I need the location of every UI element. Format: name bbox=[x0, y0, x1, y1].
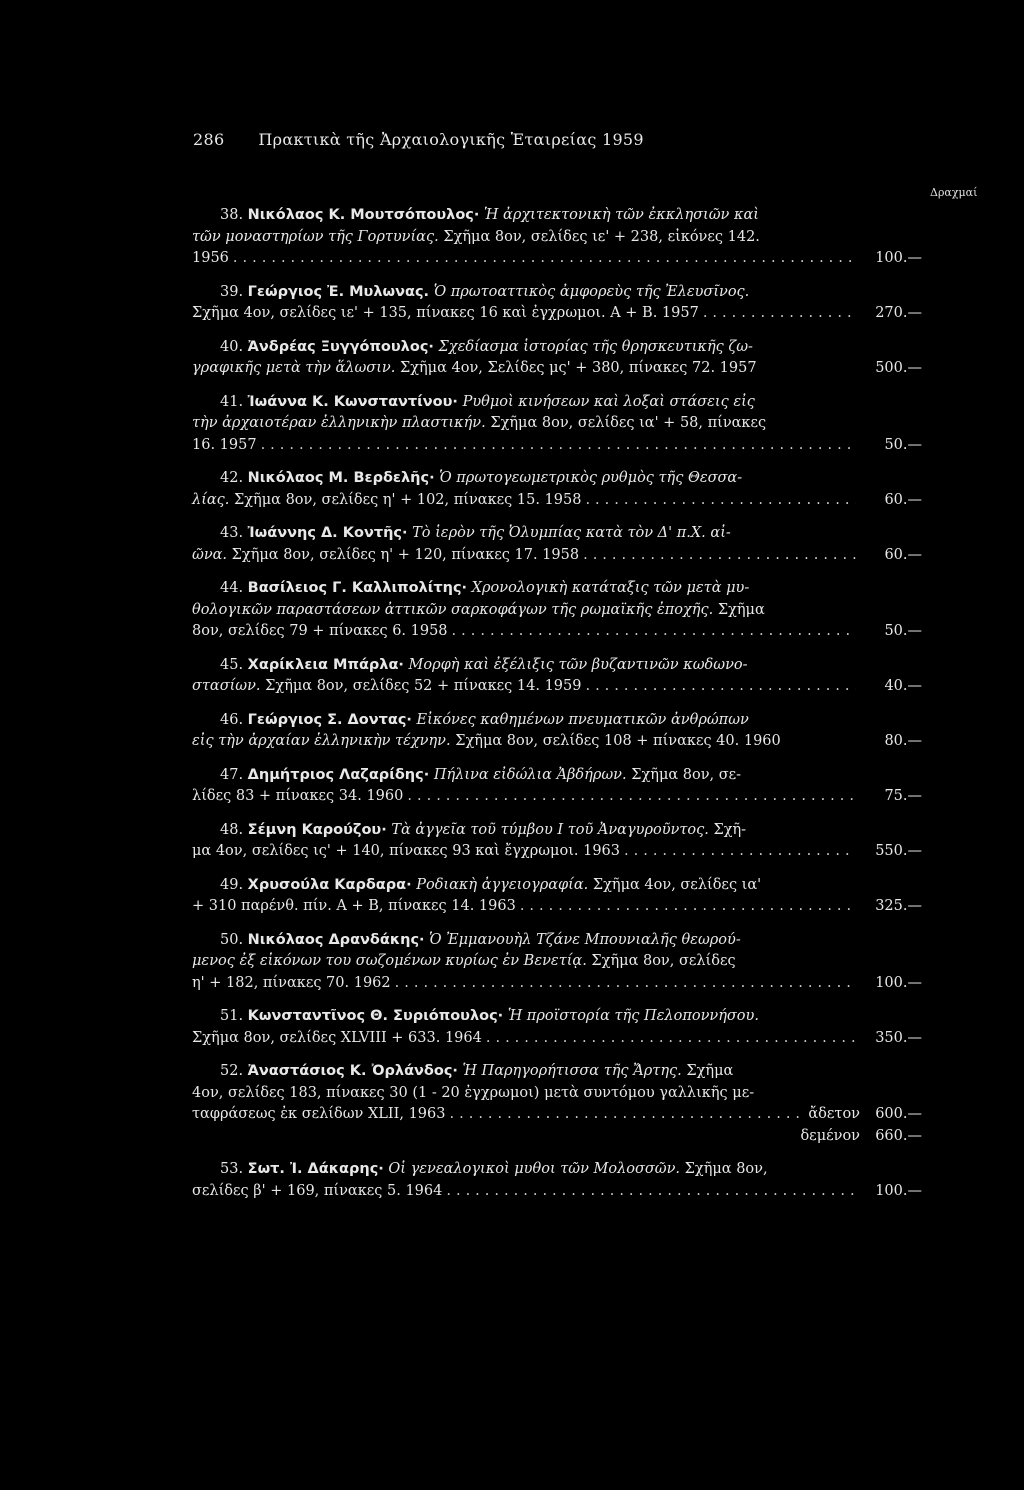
entry-number: 46. bbox=[220, 711, 244, 728]
author-name: Βασίλειος Γ. Καλλιπολίτης· bbox=[247, 580, 468, 596]
list-item-44 bbox=[192, 578, 922, 643]
page-number: 286 bbox=[193, 130, 225, 149]
book-description: Σχῆμα 8ον, σελίδες ια' + 58, πίνακες bbox=[490, 415, 767, 431]
book-title: Σχεδίασμα ἱστορίας τῆς θρησκευτικῆς ζω- bbox=[438, 338, 753, 355]
dot-leader bbox=[395, 973, 856, 995]
price: 60.— bbox=[884, 546, 922, 563]
dot-leader bbox=[585, 676, 856, 698]
dot-leader bbox=[486, 1028, 856, 1050]
price: 550.— bbox=[875, 843, 922, 859]
dot-leader bbox=[261, 435, 856, 457]
price: 325.— bbox=[875, 898, 922, 914]
price: 50.— bbox=[884, 623, 922, 639]
entry-number: 39. bbox=[220, 283, 244, 300]
book-title: Οἱ γενεαλογικοὶ μυθοι τῶν Μολοσσῶν. bbox=[388, 1161, 681, 1177]
book-description: Σχῆμα bbox=[686, 1063, 734, 1079]
book-description: Σχῆμα 4ον, Σελίδες μς' + 380, πίνακες 72. 1957 bbox=[399, 360, 757, 376]
price: 60.— bbox=[884, 491, 922, 508]
entry-number: 40. bbox=[220, 338, 244, 355]
entry-number: 42. bbox=[220, 470, 244, 486]
book-title-cont: εἰς τὴν ἀρχαίαν ἑλληνικὴν τέχνην. bbox=[192, 733, 451, 749]
price-unbound: 600.— bbox=[875, 1106, 922, 1122]
price: 270.— bbox=[875, 305, 922, 321]
price: 80.— bbox=[884, 733, 922, 749]
dot-leader bbox=[452, 621, 856, 643]
author-name: Ἀναστάσιος Κ. Ὀρλάνδος· bbox=[247, 1063, 458, 1079]
book-description-cont: + 310 παρένθ. πίν. Α + Β, πίνακες 14. 1963 bbox=[192, 898, 516, 914]
author-name: Γεώργιος Ἐ. Μυλωνας. bbox=[247, 283, 430, 300]
book-description-cont: σελίδες β' + 169, πίνακες 5. 1964 bbox=[192, 1182, 443, 1199]
list-item-40 bbox=[192, 337, 922, 380]
author-name: Σωτ. Ἰ. Δάκαρης· bbox=[247, 1161, 384, 1177]
entry-number: 53. bbox=[220, 1161, 244, 1177]
entry-number: 48. bbox=[220, 821, 244, 838]
dot-leader bbox=[446, 1181, 856, 1203]
book-title: Τὸ ἱερὸν τῆς Ὀλυμπίας κατὰ τὸν Δ' π.Χ. αἰ- bbox=[412, 525, 731, 541]
running-header bbox=[193, 130, 833, 149]
book-title-cont: λίας. bbox=[192, 491, 230, 508]
price: 100.— bbox=[875, 250, 922, 266]
book-description: Σχῆμα 8ον, σελίδες XLVIII + 633. 1964 bbox=[192, 1029, 482, 1046]
price: 500.— bbox=[875, 360, 922, 376]
price: 50.— bbox=[884, 436, 922, 453]
list-item-47 bbox=[192, 765, 922, 808]
price: 100.— bbox=[875, 1182, 922, 1199]
book-description-cont: 4ον, σελίδες 183, πίνακες 30 (1 - 20 ἐγχρωμοι) μετὰ συντόμου γαλλικῆς με- bbox=[192, 1084, 755, 1101]
price: 350.— bbox=[875, 1029, 922, 1046]
book-description-cont: λίδες 83 + πίνακες 34. 1960 bbox=[192, 788, 404, 804]
book-title-cont: θολογικῶν παραστάσεων ἀττικῶν σαρκοφάγων τῆς ρωμαϊκῆς ἐποχῆς. bbox=[192, 601, 714, 618]
list-item-48 bbox=[192, 820, 922, 863]
author-name: Ἰωάννα Κ. Κωνσταντίνου· bbox=[247, 393, 458, 410]
book-title: Εἰκόνες καθημένων πνευματικῶν ἀνθρώπων bbox=[416, 711, 749, 728]
book-title: Χρονολογικὴ κατάταξις τῶν μετὰ μυ- bbox=[471, 580, 750, 596]
author-name: Κωνσταντῖνος Θ. Συριόπουλος· bbox=[247, 1008, 504, 1024]
author-name: Νικόλαος Κ. Μουτσόπουλος· bbox=[247, 207, 480, 223]
book-description: Σχῆμα 4ον, σελίδες ια' bbox=[592, 876, 762, 893]
entry-number: 43. bbox=[220, 525, 244, 541]
book-title: Πήλινα εἰδώλια Ἀβδήρων. bbox=[433, 766, 627, 783]
author-name: Γεώργιος Σ. Δοντας· bbox=[247, 711, 412, 728]
book-description: Σχῆμα 8ον, σε- bbox=[631, 766, 742, 783]
entry-number: 41. bbox=[220, 393, 244, 410]
entry-number: 47. bbox=[220, 766, 244, 783]
price: 40.— bbox=[884, 678, 922, 694]
book-description: Σχῆ- bbox=[713, 821, 747, 838]
book-title: Ἡ προϊστορία τῆς Πελοποννήσου. bbox=[507, 1008, 759, 1024]
dot-leader bbox=[585, 490, 856, 512]
price-label-bound: δεμένον bbox=[800, 1127, 860, 1144]
book-title: Ὁ πρωτογεωμετρικὸς ρυθμὸς τῆς Θεσσα- bbox=[439, 470, 743, 486]
author-name: Νικόλαος Δρανδάκης· bbox=[247, 931, 425, 948]
price-bound: 660.— bbox=[875, 1127, 922, 1144]
book-title: Ὁ Ἐμμανουὴλ Τζάνε Μπουνιαλῆς θεωρού- bbox=[429, 931, 741, 948]
list-item-46 bbox=[192, 710, 922, 753]
book-description: Σχῆμα 8ον, σελίδες η' + 120, πίνακες 17. 1958 bbox=[231, 546, 580, 563]
author-name: Ἰωάννης Δ. Κοντῆς· bbox=[247, 525, 408, 541]
author-name: Δημήτριος Λαζαρίδης· bbox=[247, 766, 430, 783]
author-name: Χαρίκλεια Μπάρλα· bbox=[247, 656, 404, 673]
book-title: Ροδιακὴ ἀγγειογραφία. bbox=[416, 876, 589, 893]
currency-column-heading: Δραχμαί bbox=[930, 186, 978, 199]
list-item-43 bbox=[192, 523, 922, 566]
book-description: Σχῆμα 4ον, σελίδες ιε' + 135, πίνακες 16 καὶ ἐγχρωμοι. Α + Β. 1957 bbox=[192, 305, 699, 321]
book-title: Ἡ Παρηγορήτισσα τῆς Ἄρτης. bbox=[462, 1063, 682, 1079]
book-title: Μορφὴ καὶ ἐξέλιξις τῶν βυζαντινῶν κωδωνο- bbox=[408, 656, 748, 673]
book-description: Σχῆμα 8ον, σελίδες 52 + πίνακες 14. 1959 bbox=[265, 678, 582, 694]
list-item-42 bbox=[192, 468, 922, 511]
list-item-50 bbox=[192, 930, 922, 995]
entry-number: 51. bbox=[220, 1008, 244, 1024]
author-name: Ἀνδρέας Ξυγγόπουλος· bbox=[247, 338, 434, 355]
book-title-cont: μενος ἐξ εἰκόνων του σωζομένων κυρίως ἐν Βενετίᾳ. bbox=[192, 953, 587, 969]
price-label-unbound: ἄδετον bbox=[808, 1106, 860, 1122]
book-description: Σχῆμα 8ον, σελίδες ιε' + 238, εἰκόνες 142. bbox=[443, 228, 760, 245]
book-title-cont: γραφικῆς μετὰ τὴν ἅλωσιν. bbox=[192, 360, 396, 376]
dot-leader bbox=[624, 841, 856, 863]
list-item-51 bbox=[192, 1006, 922, 1049]
entry-number: 52. bbox=[220, 1063, 244, 1079]
dot-leader bbox=[450, 1104, 805, 1126]
price: 100.— bbox=[875, 974, 922, 991]
entry-number: 49. bbox=[220, 876, 244, 893]
book-description-cont: ταφράσεως ἐκ σελίδων XLII, 1963 bbox=[192, 1106, 446, 1122]
running-title: Πρακτικὰ τῆς Ἀρχαιολογικῆς Ἑταιρείας 1959 bbox=[258, 130, 644, 149]
book-title-cont: τῶν μοναστηρίων τῆς Γορτυνίας. bbox=[192, 228, 439, 245]
list-item-39 bbox=[192, 282, 922, 325]
author-name: Σέμνη Καρούζου· bbox=[247, 821, 387, 838]
list-item-45 bbox=[192, 655, 922, 698]
list-item-41 bbox=[192, 392, 922, 457]
entry-number: 45. bbox=[220, 656, 244, 673]
price: 75.— bbox=[884, 788, 922, 804]
dot-leader bbox=[407, 786, 856, 808]
book-title: Ὁ πρωτοαττικὸς ἀμφορεὺς τῆς Ἐλευσῖνος. bbox=[433, 283, 750, 300]
book-description: Σχῆμα 8ον, σελίδες η' + 102, πίνακες 15. 1958 bbox=[234, 491, 582, 508]
book-description-cont: η' + 182, πίνακες 70. 1962 bbox=[192, 974, 391, 991]
list-item-38 bbox=[192, 205, 922, 270]
book-title: Τὰ ἀγγεῖα τοῦ τύμβου Ι τοῦ Ἀναγυροῦντος. bbox=[391, 821, 709, 838]
book-description-cont: 16. 1957 bbox=[192, 436, 257, 453]
list-item-53 bbox=[192, 1159, 922, 1202]
book-description: Σχῆμα 8ον, σελίδες 108 + πίνακες 40. 1960 bbox=[455, 733, 781, 749]
publication-list bbox=[192, 205, 922, 1214]
dot-leader bbox=[583, 545, 856, 567]
book-title-cont: στασίων. bbox=[192, 678, 261, 694]
book-description: Σχῆμα 8ον, bbox=[684, 1161, 768, 1177]
list-item-49 bbox=[192, 875, 922, 918]
entry-number: 44. bbox=[220, 580, 244, 596]
entry-number: 50. bbox=[220, 931, 244, 948]
author-name: Χρυσούλα Καρδαρα· bbox=[247, 876, 412, 893]
list-item-52 bbox=[192, 1061, 922, 1147]
book-description-cont: μα 4ον, σελίδες ις' + 140, πίνακες 93 καὶ ἔγχρωμοι. 1963 bbox=[192, 843, 620, 859]
book-title: Ρυθμοὶ κινήσεων καὶ λοξαὶ στάσεις εἰς bbox=[462, 393, 755, 410]
book-title-cont: τὴν ἀρχαιοτέραν ἑλληνικὴν πλαστικήν. bbox=[192, 415, 486, 431]
book-title-cont: ῶνα. bbox=[192, 546, 228, 563]
book-description: Σχῆμα 8ον, σελίδες bbox=[591, 953, 736, 969]
dot-leader bbox=[703, 303, 856, 325]
entry-number: 38. bbox=[220, 207, 244, 223]
book-description: Σχῆμα bbox=[717, 601, 765, 618]
book-description-cont: 1956 bbox=[192, 250, 229, 266]
book-title: Ἡ ἀρχιτεκτονικὴ τῶν ἐκκλησιῶν καὶ bbox=[484, 207, 759, 223]
book-description-cont: 8ον, σελίδες 79 + πίνακες 6. 1958 bbox=[192, 623, 448, 639]
author-name: Νικόλαος Μ. Βερδελῆς· bbox=[247, 470, 435, 486]
dot-leader bbox=[520, 896, 856, 918]
dot-leader bbox=[233, 248, 856, 270]
